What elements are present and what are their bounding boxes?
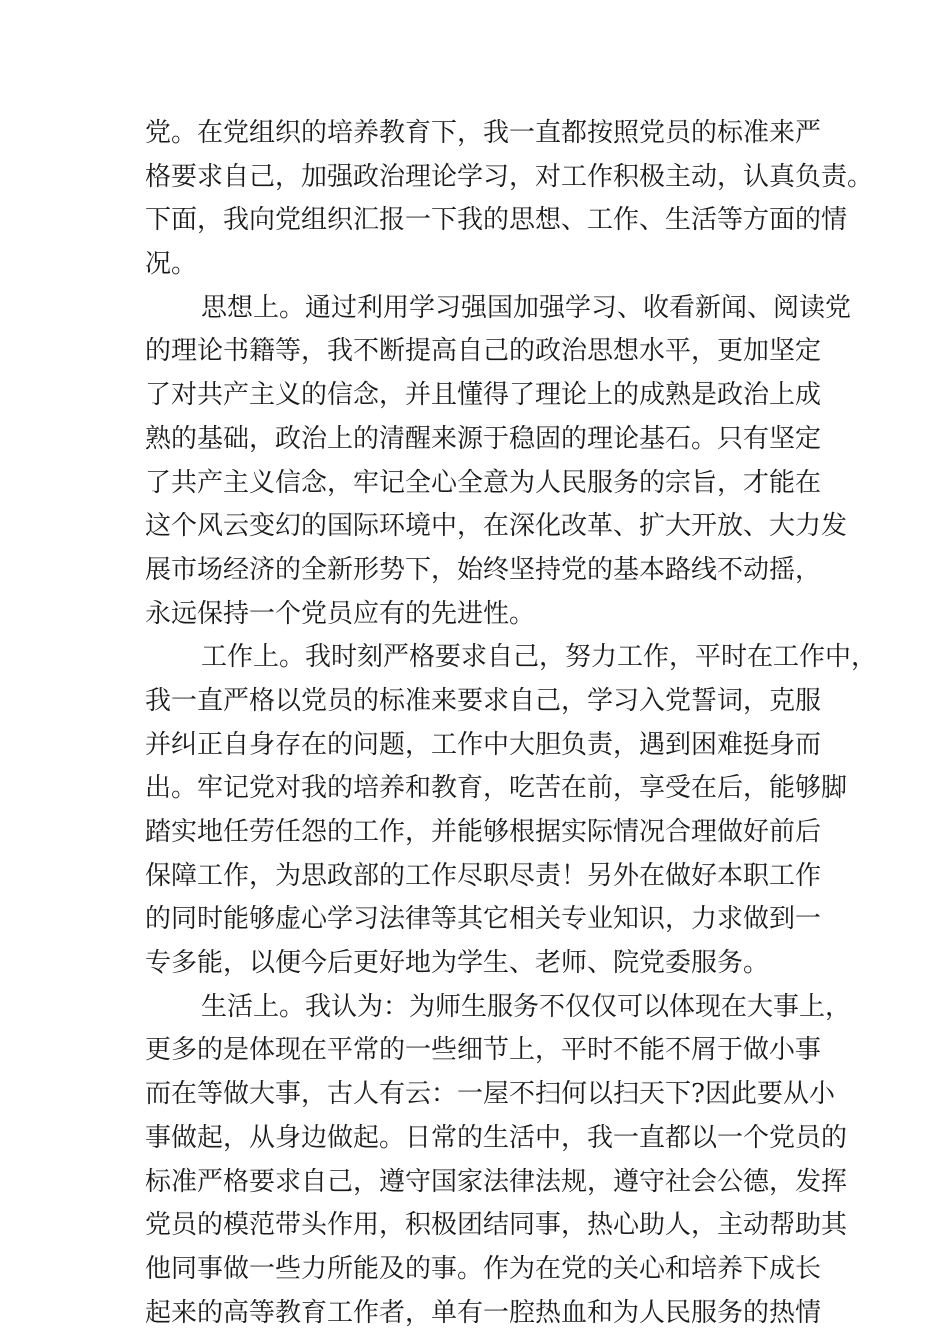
document-body bbox=[145, 112, 878, 1335]
text-line: 我一直严格以党员的标准来要求自己，学习入党誓词，克服 bbox=[145, 685, 822, 716]
text-line: 熟的基础，政治上的清醒来源于稳固的理论基石。只有坚定 bbox=[145, 423, 822, 454]
text-line: 党员的模范带头作用，积极团结同事，热心助人，主动帮助其 bbox=[145, 1210, 848, 1241]
text-line: 格要求自己，加强政治理论学习，对工作积极主动，认真负责。 bbox=[145, 161, 874, 192]
text-line: 的理论书籍等，我不断提高自己的政治思想水平，更加坚定 bbox=[145, 336, 822, 367]
text-line: 标准严格要求自己，遵守国家法律法规，遵守社会公德，发挥 bbox=[145, 1166, 848, 1197]
text-line: 展市场经济的全新形势下，始终坚持党的基本路线不动摇， bbox=[145, 554, 822, 585]
text-line: 况。 bbox=[145, 249, 198, 280]
text-line: 了对共产主义的信念，并且懂得了理论上的成熟是政治上成 bbox=[145, 380, 822, 411]
text-line: 而在等做大事，古人有云：一屋不扫何以扫天下?因此要从小 bbox=[145, 1079, 835, 1110]
text-line: 他同事做一些力所能及的事。作为在党的关心和培养下成长 bbox=[145, 1253, 822, 1284]
text-line: 更多的是体现在平常的一些细节上，平时不能不屑于做小事 bbox=[145, 1035, 822, 1066]
text-line: 了共产主义信念，牢记全心全意为人民服务的宗旨，才能在 bbox=[145, 467, 822, 498]
text-line: 思想上。通过利用学习强国加强学习、收看新闻、阅读党 bbox=[201, 292, 852, 323]
text-line: 生活上。我认为：为师生服务不仅仅可以体现在大事上， bbox=[201, 991, 852, 1022]
text-line: 的同时能够虚心学习法律等其它相关专业知识，力求做到一 bbox=[145, 904, 822, 935]
text-line: 工作上。我时刻严格要求自己，努力工作，平时在工作中， bbox=[201, 642, 878, 673]
text-line: 事做起，从身边做起。日常的生活中，我一直都以一个党员的 bbox=[145, 1122, 848, 1153]
text-line: 并纠正自身存在的问题，工作中大胆负责，遇到困难挺身而 bbox=[145, 729, 822, 760]
text-line: 永远保持一个党员应有的先进性。 bbox=[145, 598, 536, 629]
text-line: 这个风云变幻的国际环境中，在深化改革、扩大开放、大力发 bbox=[145, 511, 848, 542]
text-line: 踏实地任劳任怨的工作，并能够根据实际情况合理做好前后 bbox=[145, 817, 822, 847]
text-line: 党。在党组织的培养教育下，我一直都按照党员的标准来严 bbox=[145, 118, 822, 148]
text-line: 下面，我向党组织汇报一下我的思想、工作、生活等方面的情 bbox=[145, 205, 848, 236]
text-line: 保障工作，为思政部的工作尽职尽责！另外在做好本职工作 bbox=[145, 860, 822, 891]
text-line: 起来的高等教育工作者，单有一腔热血和为人民服务的热情 bbox=[145, 1297, 822, 1328]
text-line: 专多能，以便今后更好地为学生、老师、院党委服务。 bbox=[145, 948, 770, 979]
text-line: 出。牢记党对我的培养和教育，吃苦在前，享受在后，能够脚 bbox=[145, 773, 848, 804]
